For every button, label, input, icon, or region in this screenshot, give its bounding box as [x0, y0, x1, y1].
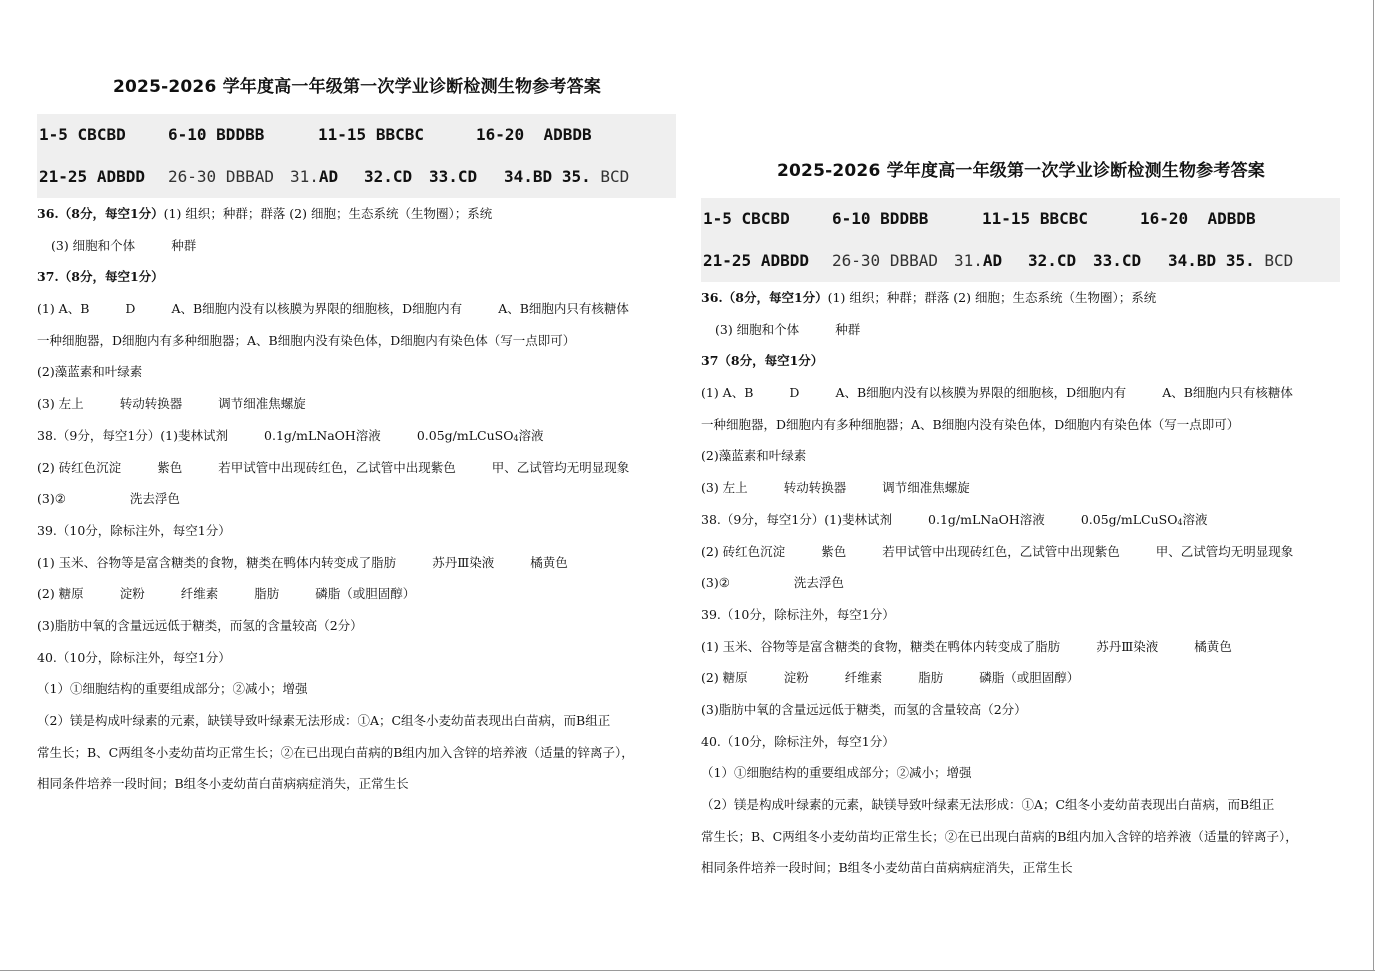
q37-line-1: (1) A、B D A、B细胞内没有以核膜为界限的细胞核，D细胞内有 A、B细胞内只有核糖体 — [701, 385, 1293, 401]
choice-group: 26-30 DBBAD — [832, 251, 938, 270]
choice-group: 34.BD 35. BCD — [504, 167, 630, 186]
q40-line-4: 相同条件培养一段时间；B组冬小麦幼苗白苗病病症消失，正常生长 — [701, 860, 1073, 876]
choice-group: 26-30 DBBAD — [168, 167, 274, 186]
choice-group: 32.CD — [1028, 251, 1077, 270]
q40-line-2: （2）镁是构成叶绿素的元素，缺镁导致叶绿素无法形成：①A；C组冬小麦幼苗表现出白苗病，而B组正 — [37, 713, 611, 728]
q39-line-3: (3)脂肪中氧的含量远远低于糖类，而氢的含量较高（2分） — [37, 617, 363, 633]
q37-head: 37.（8分，每空1分） — [37, 269, 164, 285]
answer-sheet-left — [37, 72, 677, 800]
q37-line-4: (3) 左上 转动转换器 调节细准焦螺旋 — [701, 480, 970, 496]
q36-line-2: (3) 细胞和个体 种群 — [51, 237, 197, 253]
choice-group: 32.CD — [364, 167, 413, 186]
document-title: 2025-2026 学年度高一年级第一次学业诊断检测生物参考答案 — [112, 77, 601, 97]
choice-group: 11-15 BBCBC — [318, 125, 424, 144]
choice-answer-box — [701, 198, 1340, 282]
choice-group: 6-10 BDDBB — [168, 125, 265, 144]
answer-lines — [701, 282, 1341, 884]
choice-group: 6-10 BDDBB — [832, 209, 929, 228]
choice-row-1 — [37, 114, 676, 156]
q37-line-2: 一种细胞器，D细胞内有多种细胞器；A、B细胞内没有染色体，D细胞内有染色体（写一点即可） — [701, 416, 1240, 432]
q38-line-1: 38.（9分，每空1分）(1)斐林试剂 0.1g/mLNaOH溶液 0.05g/mLCuSO$_4$溶液 — [37, 427, 544, 443]
q39-line-1: (1) 玉米、谷物等是富含糖类的食物，糖类在鸭体内转变成了脂肪 苏丹Ⅲ染液 橘黄色 — [701, 638, 1232, 654]
choice-group: 1-5 CBCBD — [39, 125, 126, 144]
choice-group: 21-25 ADBDD — [703, 251, 809, 270]
q40-line-1: （1）①细胞结构的重要组成部分；②减小；增强 — [701, 765, 972, 781]
choice-group: 11-15 BBCBC — [982, 209, 1088, 228]
q39-line-3: (3)脂肪中氧的含量远远低于糖类，而氢的含量较高（2分） — [701, 701, 1027, 717]
q40-head: 40.（10分，除标注外，每空1分） — [701, 733, 895, 749]
choice-group: 31.AD — [290, 167, 339, 186]
q40-line-2: （2）镁是构成叶绿素的元素，缺镁导致叶绿素无法形成：①A；C组冬小麦幼苗表现出白苗病，而B组正 — [701, 797, 1275, 812]
page-edge-right — [1373, 0, 1374, 971]
choice-group: 16-20 ADBDB — [1140, 209, 1256, 228]
q40-line-1: （1）①细胞结构的重要组成部分；②减小；增强 — [37, 681, 308, 697]
choice-group: 34.BD 35. BCD — [1168, 251, 1294, 270]
q36-line-1: 36.（8分，每空1分）(1) 组织；种群；群落 (2) 细胞；生态系统（生物圈）；系统 — [701, 290, 1157, 305]
q37-line-4: (3) 左上 转动转换器 调节细准焦螺旋 — [37, 396, 306, 412]
q40-head: 40.（10分，除标注外，每空1分） — [37, 649, 231, 665]
choice-group: 33.CD — [429, 167, 478, 186]
q40-line-3: 常生长；B、C两组冬小麦幼苗均正常生长；②在已出现白苗病的B组内加入含锌的培养液（适量的锌离子）， — [701, 828, 1298, 844]
q36-line-2: (3) 细胞和个体 种群 — [715, 321, 861, 337]
document-title: 2025-2026 学年度高一年级第一次学业诊断检测生物参考答案 — [776, 161, 1265, 181]
q39-line-2: (2) 糖原 淀粉 纤维素 脂肪 磷脂（或胆固醇） — [37, 586, 416, 602]
answer-sheet-right — [701, 156, 1341, 884]
q37-head: 37（8分，每空1分） — [701, 353, 824, 369]
q39-head: 39.（10分，除标注外，每空1分） — [701, 606, 895, 622]
choice-row-1 — [701, 198, 1340, 240]
choice-answer-box — [37, 114, 676, 198]
q39-line-1: (1) 玉米、谷物等是富含糖类的食物，糖类在鸭体内转变成了脂肪 苏丹Ⅲ染液 橘黄色 — [37, 554, 568, 570]
q37-line-1: (1) A、B D A、B细胞内没有以核膜为界限的细胞核，D细胞内有 A、B细胞内只有核糖体 — [37, 301, 629, 317]
q40-line-3: 常生长；B、C两组冬小麦幼苗均正常生长；②在已出现白苗病的B组内加入含锌的培养液（适量的锌离子）， — [37, 744, 634, 760]
q38-line-2: (2) 砖红色沉淀 紫色 若甲试管中出现砖红色，乙试管中出现紫色 甲、乙试管均无明显现象 — [37, 459, 630, 475]
q38-line-3: (3)② 洗去浮色 — [701, 575, 844, 591]
choice-row-2 — [37, 156, 676, 198]
q37-line-2: 一种细胞器，D细胞内有多种细胞器；A、B细胞内没有染色体，D细胞内有染色体（写一点即可） — [37, 332, 576, 348]
q39-line-2: (2) 糖原 淀粉 纤维素 脂肪 磷脂（或胆固醇） — [701, 670, 1080, 686]
choice-group: 31.AD — [954, 251, 1003, 270]
q40-line-4: 相同条件培养一段时间；B组冬小麦幼苗白苗病病症消失，正常生长 — [37, 776, 409, 792]
q36-line-1: 36.（8分，每空1分）(1) 组织；种群；群落 (2) 细胞；生态系统（生物圈）；系统 — [37, 206, 493, 221]
q37-line-3: (2)藻蓝素和叶绿素 — [701, 448, 807, 464]
q38-line-2: (2) 砖红色沉淀 紫色 若甲试管中出现砖红色，乙试管中出现紫色 甲、乙试管均无明显现象 — [701, 543, 1294, 559]
answer-lines — [37, 198, 677, 800]
choice-group: 16-20 ADBDB — [476, 125, 592, 144]
choice-row-2 — [701, 240, 1340, 282]
choice-group: 1-5 CBCBD — [703, 209, 790, 228]
q39-head: 39.（10分，除标注外，每空1分） — [37, 522, 231, 538]
choice-group: 21-25 ADBDD — [39, 167, 145, 186]
q37-line-3: (2)藻蓝素和叶绿素 — [37, 364, 143, 380]
q38-line-1: 38.（9分，每空1分）(1)斐林试剂 0.1g/mLNaOH溶液 0.05g/mLCuSO$_4$溶液 — [701, 511, 1208, 527]
choice-group: 33.CD — [1093, 251, 1142, 270]
q38-line-3: (3)② 洗去浮色 — [37, 491, 180, 507]
